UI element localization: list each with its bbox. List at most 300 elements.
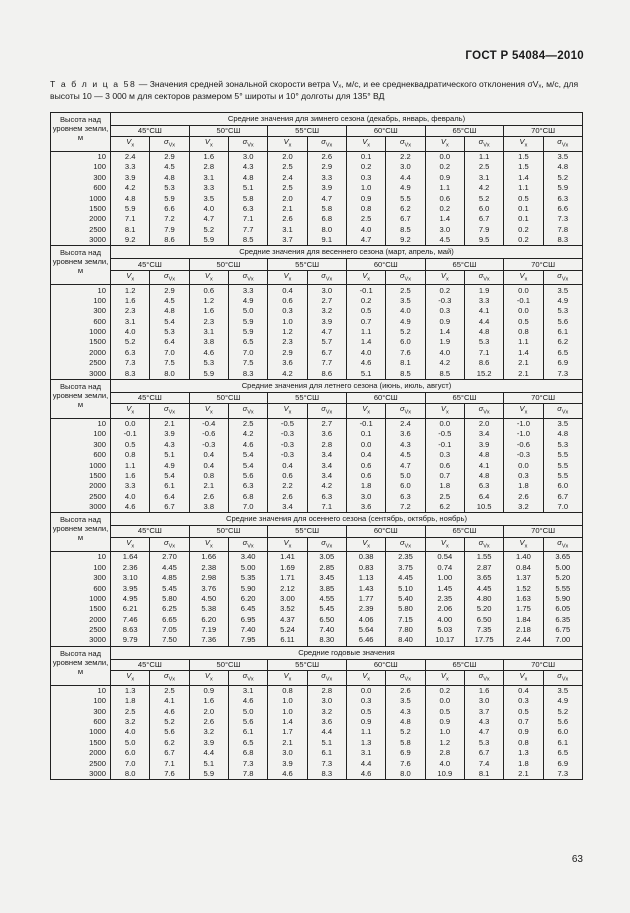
std-dev-cell: 7.8 <box>228 769 267 780</box>
std-dev-cell: 7.0 <box>543 502 582 513</box>
std-dev-cell: 7.1 <box>228 214 267 224</box>
std-dev-cell: 6.8 <box>228 748 267 758</box>
section-title: Средние значения для осеннего сезона (сентябрь, октябрь, ноябрь) <box>111 513 583 526</box>
mean-speed-cell: 3.52 <box>268 604 307 614</box>
height-cell: 1500 <box>51 204 111 214</box>
std-dev-cell: 5.3 <box>150 327 189 337</box>
mean-speed-header: $V_x$ <box>346 404 385 419</box>
std-dev-header: $\sigma_{Vx}$ <box>543 537 582 552</box>
std-dev-symbol: σ <box>242 537 248 547</box>
std-dev-cell: 5.7 <box>307 337 346 347</box>
latitude-header: 70°СШ <box>504 659 583 670</box>
mean-speed-cell: 4.4 <box>189 748 228 758</box>
page-number: 63 <box>571 854 583 865</box>
height-cell: 100 <box>51 563 111 573</box>
mean-speed-cell: 1.8 <box>346 481 385 491</box>
std-dev-cell: 6.7 <box>543 491 582 501</box>
std-dev-cell: 2.7 <box>307 296 346 306</box>
mean-speed-cell: 4.0 <box>425 348 464 358</box>
std-dev-cell: 7.9 <box>464 225 503 235</box>
std-dev-symbol: σ <box>478 270 484 280</box>
std-dev-header: $\sigma_{Vx}$ <box>543 270 582 285</box>
variable-header-row <box>51 404 583 419</box>
mean-speed-symbol: V <box>126 537 132 547</box>
std-dev-cell: 6.0 <box>464 204 503 214</box>
mean-speed-cell: 1.6 <box>111 471 150 481</box>
std-dev-cell: 1.6 <box>464 685 503 696</box>
std-dev-cell: 8.0 <box>150 368 189 379</box>
mean-speed-cell: 3.3 <box>189 183 228 193</box>
mean-speed-cell: 7.0 <box>111 758 150 768</box>
table-row <box>51 348 583 358</box>
std-dev-cell: 5.3 <box>464 337 503 347</box>
mean-speed-cell: 4.0 <box>111 327 150 337</box>
latitude-header: 65°СШ <box>425 126 504 137</box>
std-dev-cell: 7.40 <box>307 625 346 635</box>
latitude-header: 45°СШ <box>111 259 190 270</box>
mean-speed-cell: 3.7 <box>268 235 307 246</box>
mean-speed-cell: 0.0 <box>111 418 150 429</box>
height-cell: 2000 <box>51 615 111 625</box>
latitude-header: 70°СШ <box>504 526 583 537</box>
latitude-header-row <box>51 126 583 137</box>
mean-speed-cell: 2.8 <box>189 162 228 172</box>
mean-speed-cell: 1.2 <box>111 285 150 296</box>
mean-speed-symbol: V <box>362 671 368 681</box>
mean-speed-cell: 1.45 <box>425 583 464 593</box>
std-dev-cell: 3.2 <box>307 306 346 316</box>
std-dev-cell: 2.0 <box>464 418 503 429</box>
mean-speed-cell: 0.2 <box>425 162 464 172</box>
std-dev-cell: 4.7 <box>464 727 503 737</box>
section-title: Средние значения для летнего сезона (июнь, июль, август) <box>111 379 583 392</box>
mean-speed-cell: 0.3 <box>346 696 385 706</box>
std-dev-cell: 1.55 <box>464 552 503 563</box>
mean-speed-cell: 1.63 <box>504 594 543 604</box>
table-row <box>51 717 583 727</box>
std-dev-cell: 4.9 <box>543 696 582 706</box>
mean-speed-cell: 4.50 <box>189 594 228 604</box>
std-dev-cell: 5.1 <box>150 450 189 460</box>
table-row <box>51 471 583 481</box>
mean-speed-symbol: V <box>519 671 525 681</box>
mean-speed-cell: 0.2 <box>425 204 464 214</box>
mean-speed-cell: 4.0 <box>111 491 150 501</box>
mean-speed-cell: 1.6 <box>189 696 228 706</box>
std-dev-cell: 8.5 <box>228 235 267 246</box>
mean-speed-cell: 1.3 <box>346 738 385 748</box>
std-dev-symbol: σ <box>242 671 248 681</box>
mean-speed-symbol: V <box>440 671 446 681</box>
std-dev-cell: 7.0 <box>228 348 267 358</box>
std-dev-cell: 7.3 <box>543 769 582 780</box>
table-row <box>51 594 583 604</box>
std-dev-cell: 5.80 <box>386 604 425 614</box>
std-dev-symbol: σ <box>321 671 326 681</box>
std-dev-cell: 7.4 <box>464 758 503 768</box>
table-row <box>51 368 583 379</box>
mean-speed-cell: 4.2 <box>111 183 150 193</box>
mean-speed-header: $V_x$ <box>268 404 307 419</box>
mean-speed-cell: 4.6 <box>346 769 385 780</box>
mean-speed-cell: -0.1 <box>346 285 385 296</box>
mean-speed-cell: 1.1 <box>504 337 543 347</box>
section-title: Средние значения для зимнего сезона (декабрь, январь, февраль) <box>111 113 583 126</box>
mean-speed-cell: 1.0 <box>268 706 307 716</box>
mean-speed-cell: 0.0 <box>504 460 543 470</box>
mean-speed-cell: 3.00 <box>268 594 307 604</box>
std-dev-cell: 5.5 <box>386 193 425 203</box>
latitude-header-row <box>51 659 583 670</box>
std-dev-cell: 10.5 <box>464 502 503 513</box>
mean-speed-cell: 5.03 <box>425 625 464 635</box>
std-dev-symbol: σ <box>478 137 484 147</box>
mean-speed-symbol: V <box>519 270 525 280</box>
std-dev-cell: 5.0 <box>228 306 267 316</box>
latitude-header: 55°СШ <box>268 259 347 270</box>
mean-speed-cell: 1.7 <box>268 727 307 737</box>
std-dev-cell: 4.7 <box>386 460 425 470</box>
std-dev-header: $\sigma_{Vx}$ <box>228 270 267 285</box>
std-dev-cell: 2.6 <box>386 685 425 696</box>
mean-speed-cell: 1.8 <box>111 696 150 706</box>
latitude-header: 70°СШ <box>504 392 583 403</box>
std-dev-cell: 5.90 <box>543 594 582 604</box>
mean-speed-header: $V_x$ <box>268 270 307 285</box>
std-dev-cell: 6.4 <box>150 491 189 501</box>
std-dev-cell: 7.0 <box>228 502 267 513</box>
mean-speed-symbol: V <box>362 270 368 280</box>
std-dev-header: $\sigma_{Vx}$ <box>543 404 582 419</box>
std-dev-cell: 3.2 <box>307 706 346 716</box>
std-dev-cell: 7.0 <box>150 348 189 358</box>
std-dev-cell: 2.8 <box>307 440 346 450</box>
std-dev-cell: 3.75 <box>386 563 425 573</box>
std-dev-cell: 5.9 <box>228 327 267 337</box>
std-dev-cell: 5.20 <box>464 604 503 614</box>
std-dev-cell: 7.6 <box>386 758 425 768</box>
std-dev-cell: 7.1 <box>150 758 189 768</box>
section-title-row <box>51 113 583 126</box>
mean-speed-cell: 0.7 <box>504 717 543 727</box>
std-dev-header: $\sigma_{Vx}$ <box>150 671 189 686</box>
mean-speed-cell: 0.2 <box>425 285 464 296</box>
mean-speed-cell: 0.1 <box>504 214 543 224</box>
std-dev-cell: 8.3 <box>543 235 582 246</box>
mean-speed-cell: 5.24 <box>268 625 307 635</box>
std-dev-symbol: σ <box>321 404 326 414</box>
height-column-header: Высота над уровнем земли, м <box>51 646 111 685</box>
std-dev-header: $\sigma_{Vx}$ <box>307 537 346 552</box>
mean-speed-cell: 3.8 <box>189 337 228 347</box>
std-dev-cell: 4.3 <box>386 706 425 716</box>
mean-speed-symbol: V <box>362 404 368 414</box>
mean-speed-cell: 1.1 <box>425 183 464 193</box>
height-cell: 1500 <box>51 471 111 481</box>
mean-speed-cell: 0.54 <box>425 552 464 563</box>
table-row <box>51 748 583 758</box>
std-dev-cell: 4.5 <box>150 296 189 306</box>
std-dev-cell: 6.05 <box>543 604 582 614</box>
mean-speed-cell: 3.0 <box>346 491 385 501</box>
mean-speed-cell: 8.3 <box>111 368 150 379</box>
std-dev-cell: 3.1 <box>464 173 503 183</box>
mean-speed-cell: 2.8 <box>425 748 464 758</box>
mean-speed-header: $V_x$ <box>425 537 464 552</box>
table-row <box>51 235 583 246</box>
mean-speed-cell: 3.1 <box>189 327 228 337</box>
mean-speed-cell: 0.83 <box>346 563 385 573</box>
mean-speed-cell: 5.9 <box>111 204 150 214</box>
std-dev-cell: 3.05 <box>307 552 346 563</box>
mean-speed-cell: 2.5 <box>425 491 464 501</box>
mean-speed-header: $V_x$ <box>425 137 464 152</box>
mean-speed-cell: 10.17 <box>425 635 464 646</box>
height-cell: 2000 <box>51 481 111 491</box>
mean-speed-header: $V_x$ <box>111 537 150 552</box>
std-dev-symbol: σ <box>163 270 169 280</box>
mean-speed-cell: 0.1 <box>346 151 385 162</box>
std-dev-cell: 4.5 <box>386 450 425 460</box>
std-dev-cell: 2.9 <box>307 162 346 172</box>
mean-speed-header: $V_x$ <box>504 537 543 552</box>
latitude-header: 60°СШ <box>346 392 425 403</box>
table-row <box>51 296 583 306</box>
std-dev-cell: 17.75 <box>464 635 503 646</box>
mean-speed-cell: 6.21 <box>111 604 150 614</box>
mean-speed-cell: 1.8 <box>425 481 464 491</box>
std-dev-cell: 4.3 <box>228 162 267 172</box>
std-dev-header: $\sigma_{Vx}$ <box>464 537 503 552</box>
mean-speed-cell: 1.64 <box>111 552 150 563</box>
mean-speed-cell: 0.7 <box>346 317 385 327</box>
mean-speed-cell: -0.6 <box>189 429 228 439</box>
height-cell: 300 <box>51 306 111 316</box>
std-dev-cell: 5.45 <box>150 583 189 593</box>
mean-speed-cell: 5.9 <box>189 368 228 379</box>
mean-speed-cell: 3.2 <box>189 727 228 737</box>
std-dev-cell: 3.5 <box>386 696 425 706</box>
mean-speed-cell: 1.4 <box>425 214 464 224</box>
height-cell: 600 <box>51 183 111 193</box>
mean-speed-cell: -0.3 <box>268 440 307 450</box>
std-dev-cell: 3.65 <box>543 552 582 563</box>
std-dev-symbol: σ <box>557 537 562 547</box>
std-dev-cell: 5.4 <box>150 471 189 481</box>
std-dev-cell: 3.3 <box>228 285 267 296</box>
table-row <box>51 604 583 614</box>
mean-speed-cell: 0.3 <box>504 471 543 481</box>
std-dev-cell: 6.50 <box>307 615 346 625</box>
mean-speed-cell: 4.5 <box>425 235 464 246</box>
std-dev-header: $\sigma_{Vx}$ <box>150 404 189 419</box>
table-caption-label: Т а б л и ц а 58 <box>50 79 137 89</box>
mean-speed-cell: 0.2 <box>504 235 543 246</box>
mean-speed-cell: 6.3 <box>111 348 150 358</box>
mean-speed-header: $V_x$ <box>189 404 228 419</box>
mean-speed-symbol: V <box>519 537 525 547</box>
height-cell: 2000 <box>51 748 111 758</box>
std-dev-cell: 3.85 <box>307 583 346 593</box>
std-dev-cell: 1.1 <box>464 151 503 162</box>
mean-speed-cell: 3.9 <box>111 173 150 183</box>
mean-speed-cell: 6.11 <box>268 635 307 646</box>
mean-speed-cell: 0.2 <box>346 296 385 306</box>
std-dev-cell: 3.3 <box>307 173 346 183</box>
table-row <box>51 615 583 625</box>
mean-speed-cell: 1.6 <box>189 151 228 162</box>
mean-speed-cell: 0.9 <box>189 685 228 696</box>
std-dev-header: $\sigma_{Vx}$ <box>307 671 346 686</box>
mean-speed-cell: 5.2 <box>189 225 228 235</box>
table-row <box>51 306 583 316</box>
std-dev-header: $\sigma_{Vx}$ <box>464 404 503 419</box>
mean-speed-cell: 0.2 <box>346 162 385 172</box>
height-cell: 600 <box>51 583 111 593</box>
height-cell: 300 <box>51 173 111 183</box>
mean-speed-header: $V_x$ <box>504 404 543 419</box>
std-dev-cell: 5.2 <box>464 193 503 203</box>
std-dev-cell: 5.6 <box>543 717 582 727</box>
mean-speed-cell: 3.6 <box>268 358 307 368</box>
std-dev-cell: 4.8 <box>464 450 503 460</box>
std-dev-cell: 6.75 <box>543 625 582 635</box>
std-dev-header: $\sigma_{Vx}$ <box>228 671 267 686</box>
std-dev-cell: 6.2 <box>386 204 425 214</box>
std-dev-cell: 7.7 <box>228 225 267 235</box>
mean-speed-cell: 6.2 <box>425 502 464 513</box>
mean-speed-header: $V_x$ <box>189 270 228 285</box>
mean-speed-cell: 0.5 <box>504 193 543 203</box>
height-cell: 2500 <box>51 358 111 368</box>
std-dev-cell: 6.3 <box>228 481 267 491</box>
mean-speed-symbol: V <box>126 270 132 280</box>
std-dev-cell: 4.45 <box>150 563 189 573</box>
std-dev-cell: 5.0 <box>228 706 267 716</box>
height-cell: 1500 <box>51 604 111 614</box>
std-dev-cell: 4.9 <box>386 183 425 193</box>
height-cell: 10 <box>51 151 111 162</box>
std-dev-cell: 5.6 <box>150 727 189 737</box>
mean-speed-cell: 0.5 <box>504 706 543 716</box>
mean-speed-cell: 5.2 <box>111 337 150 347</box>
mean-speed-symbol: V <box>126 137 132 147</box>
mean-speed-cell: 5.9 <box>189 769 228 780</box>
mean-speed-cell: -0.3 <box>504 450 543 460</box>
mean-speed-header: $V_x$ <box>346 137 385 152</box>
mean-speed-cell: 4.6 <box>268 769 307 780</box>
mean-speed-symbol: V <box>204 137 210 147</box>
height-cell: 2500 <box>51 625 111 635</box>
mean-speed-cell: 3.1 <box>346 748 385 758</box>
table-row <box>51 285 583 296</box>
table-row <box>51 317 583 327</box>
std-dev-cell: 7.3 <box>307 758 346 768</box>
mean-speed-cell: 3.95 <box>111 583 150 593</box>
mean-speed-cell: 1.37 <box>504 573 543 583</box>
mean-speed-cell: 2.3 <box>111 306 150 316</box>
mean-speed-cell: 2.9 <box>268 348 307 358</box>
std-dev-cell: 5.00 <box>228 563 267 573</box>
std-dev-cell: 5.0 <box>386 471 425 481</box>
height-cell: 1000 <box>51 460 111 470</box>
std-dev-header: $\sigma_{Vx}$ <box>386 537 425 552</box>
std-dev-header: $\sigma_{Vx}$ <box>543 671 582 686</box>
mean-speed-cell: 1.4 <box>268 717 307 727</box>
height-cell: 3000 <box>51 368 111 379</box>
mean-speed-cell: 4.2 <box>268 368 307 379</box>
std-dev-header: $\sigma_{Vx}$ <box>464 671 503 686</box>
mean-speed-cell: 1.2 <box>425 738 464 748</box>
std-dev-cell: 8.3 <box>228 368 267 379</box>
std-dev-cell: 7.80 <box>386 625 425 635</box>
height-cell: 100 <box>51 296 111 306</box>
mean-speed-cell: 5.3 <box>189 358 228 368</box>
height-cell: 300 <box>51 573 111 583</box>
mean-speed-cell: -0.1 <box>111 429 150 439</box>
std-dev-cell: 2.5 <box>228 418 267 429</box>
table-row <box>51 502 583 513</box>
variable-header-row <box>51 137 583 152</box>
latitude-header: 65°СШ <box>425 526 504 537</box>
table-row <box>51 583 583 593</box>
mean-speed-cell: 1.52 <box>504 583 543 593</box>
mean-speed-header: $V_x$ <box>111 137 150 152</box>
std-dev-cell: 6.7 <box>464 748 503 758</box>
std-dev-cell: 2.4 <box>386 418 425 429</box>
table-row <box>51 491 583 501</box>
std-dev-cell: 7.1 <box>307 502 346 513</box>
std-dev-cell: 5.55 <box>543 583 582 593</box>
std-dev-cell: 3.3 <box>464 296 503 306</box>
std-dev-cell: 7.05 <box>150 625 189 635</box>
std-dev-cell: 3.9 <box>307 317 346 327</box>
table-row <box>51 696 583 706</box>
mean-speed-cell: 3.0 <box>425 225 464 235</box>
mean-speed-cell: 0.6 <box>425 193 464 203</box>
table-row <box>51 429 583 439</box>
std-dev-cell: 6.2 <box>543 337 582 347</box>
std-dev-cell: 3.4 <box>307 460 346 470</box>
std-dev-cell: 7.3 <box>543 214 582 224</box>
std-dev-cell: 3.9 <box>307 183 346 193</box>
mean-speed-cell: 1.69 <box>268 563 307 573</box>
mean-speed-cell: 1.5 <box>504 151 543 162</box>
std-dev-cell: 4.6 <box>228 440 267 450</box>
std-dev-cell: 5.20 <box>543 573 582 583</box>
mean-speed-cell: -0.5 <box>425 429 464 439</box>
std-dev-symbol: σ <box>557 137 562 147</box>
std-dev-cell: 6.6 <box>543 204 582 214</box>
std-dev-cell: 2.9 <box>150 285 189 296</box>
std-dev-cell: 6.2 <box>150 738 189 748</box>
std-dev-cell: 3.40 <box>228 552 267 563</box>
std-dev-symbol: σ <box>163 537 169 547</box>
mean-speed-cell: 2.5 <box>346 214 385 224</box>
std-dev-symbol: σ <box>321 537 326 547</box>
mean-speed-cell: 4.4 <box>346 758 385 768</box>
std-dev-cell: 8.5 <box>386 225 425 235</box>
std-dev-cell: 5.45 <box>307 604 346 614</box>
mean-speed-cell: 0.3 <box>346 173 385 183</box>
std-dev-symbol: σ <box>163 671 169 681</box>
std-dev-cell: 5.8 <box>386 738 425 748</box>
table-row <box>51 204 583 214</box>
latitude-header: 45°СШ <box>111 526 190 537</box>
std-dev-cell: 7.3 <box>543 368 582 379</box>
std-dev-cell: 7.7 <box>307 358 346 368</box>
std-dev-cell: 6.50 <box>464 615 503 625</box>
